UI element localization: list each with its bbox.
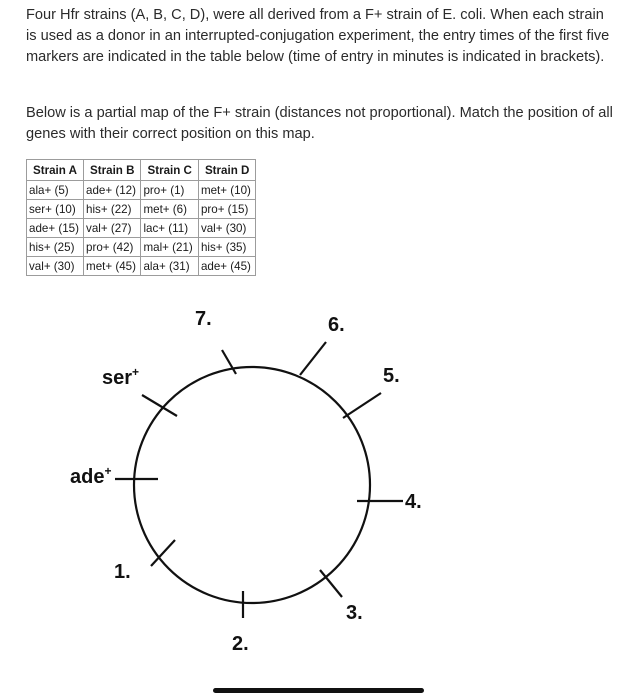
superscript-plus: + — [104, 464, 112, 478]
table-cell: ade+ (12) — [84, 181, 141, 200]
table-cell: his+ (25) — [27, 238, 84, 257]
intro-paragraph: Four Hfr strains (A, B, C, D), were all derived from a F+ strain of E. coli. When each strain is used as a donor in an interrupted-conjugation experiment, the entry times of the first five markers are indicated in the table below (time of entry in minutes is indicated in brackets). — [26, 7, 610, 65]
table-cell: met+ (6) — [141, 200, 198, 219]
table-cell: pro+ (1) — [141, 181, 198, 200]
header-strain-b: Strain B — [84, 160, 141, 181]
tick-position-5[interactable] — [343, 393, 381, 418]
label-position-2: 2. — [232, 633, 249, 655]
table-cell: val+ (27) — [84, 219, 141, 238]
gene-name-ade: ade — [70, 466, 105, 488]
table-cell: val+ (30) — [198, 219, 255, 238]
header-strain-c: Strain C — [141, 160, 198, 181]
gene-label-ser — [102, 365, 139, 389]
instruction-paragraph: Below is a partial map of the F+ strain (distances not proportional). Match the position of all genes with their correct position on this map. — [26, 105, 613, 142]
table-cell: mal+ (21) — [141, 238, 198, 257]
label-position-4: 4. — [405, 491, 422, 513]
table-cell: pro+ (42) — [84, 238, 141, 257]
header-strain-d: Strain D — [198, 160, 255, 181]
superscript-plus: + — [132, 365, 140, 379]
label-position-3: 3. — [346, 602, 363, 624]
home-indicator-bar — [213, 688, 424, 693]
table-cell: ade+ (45) — [198, 257, 255, 276]
chromosome-circle — [134, 367, 370, 603]
label-position-1: 1. — [114, 561, 131, 583]
table-cell: ala+ (31) — [141, 257, 198, 276]
gene-label-ade — [70, 464, 111, 488]
tick-position-6[interactable] — [300, 342, 326, 375]
table-cell: ala+ (5) — [27, 181, 84, 200]
label-position-5: 5. — [383, 365, 400, 387]
table-cell: met+ (45) — [84, 257, 141, 276]
table-cell: his+ (22) — [84, 200, 141, 219]
table-cell: lac+ (11) — [141, 219, 198, 238]
header-strain-a: Strain A — [27, 160, 84, 181]
table-cell: ser+ (10) — [27, 200, 84, 219]
gene-name-ser: ser — [102, 367, 133, 389]
table-cell: ade+ (15) — [27, 219, 84, 238]
table-cell: pro+ (15) — [198, 200, 255, 219]
table-cell: his+ (35) — [198, 238, 255, 257]
table-cell: met+ (10) — [198, 181, 255, 200]
label-position-7: 7. — [195, 308, 212, 330]
table-cell: val+ (30) — [27, 257, 84, 276]
label-position-6: 6. — [328, 314, 345, 336]
